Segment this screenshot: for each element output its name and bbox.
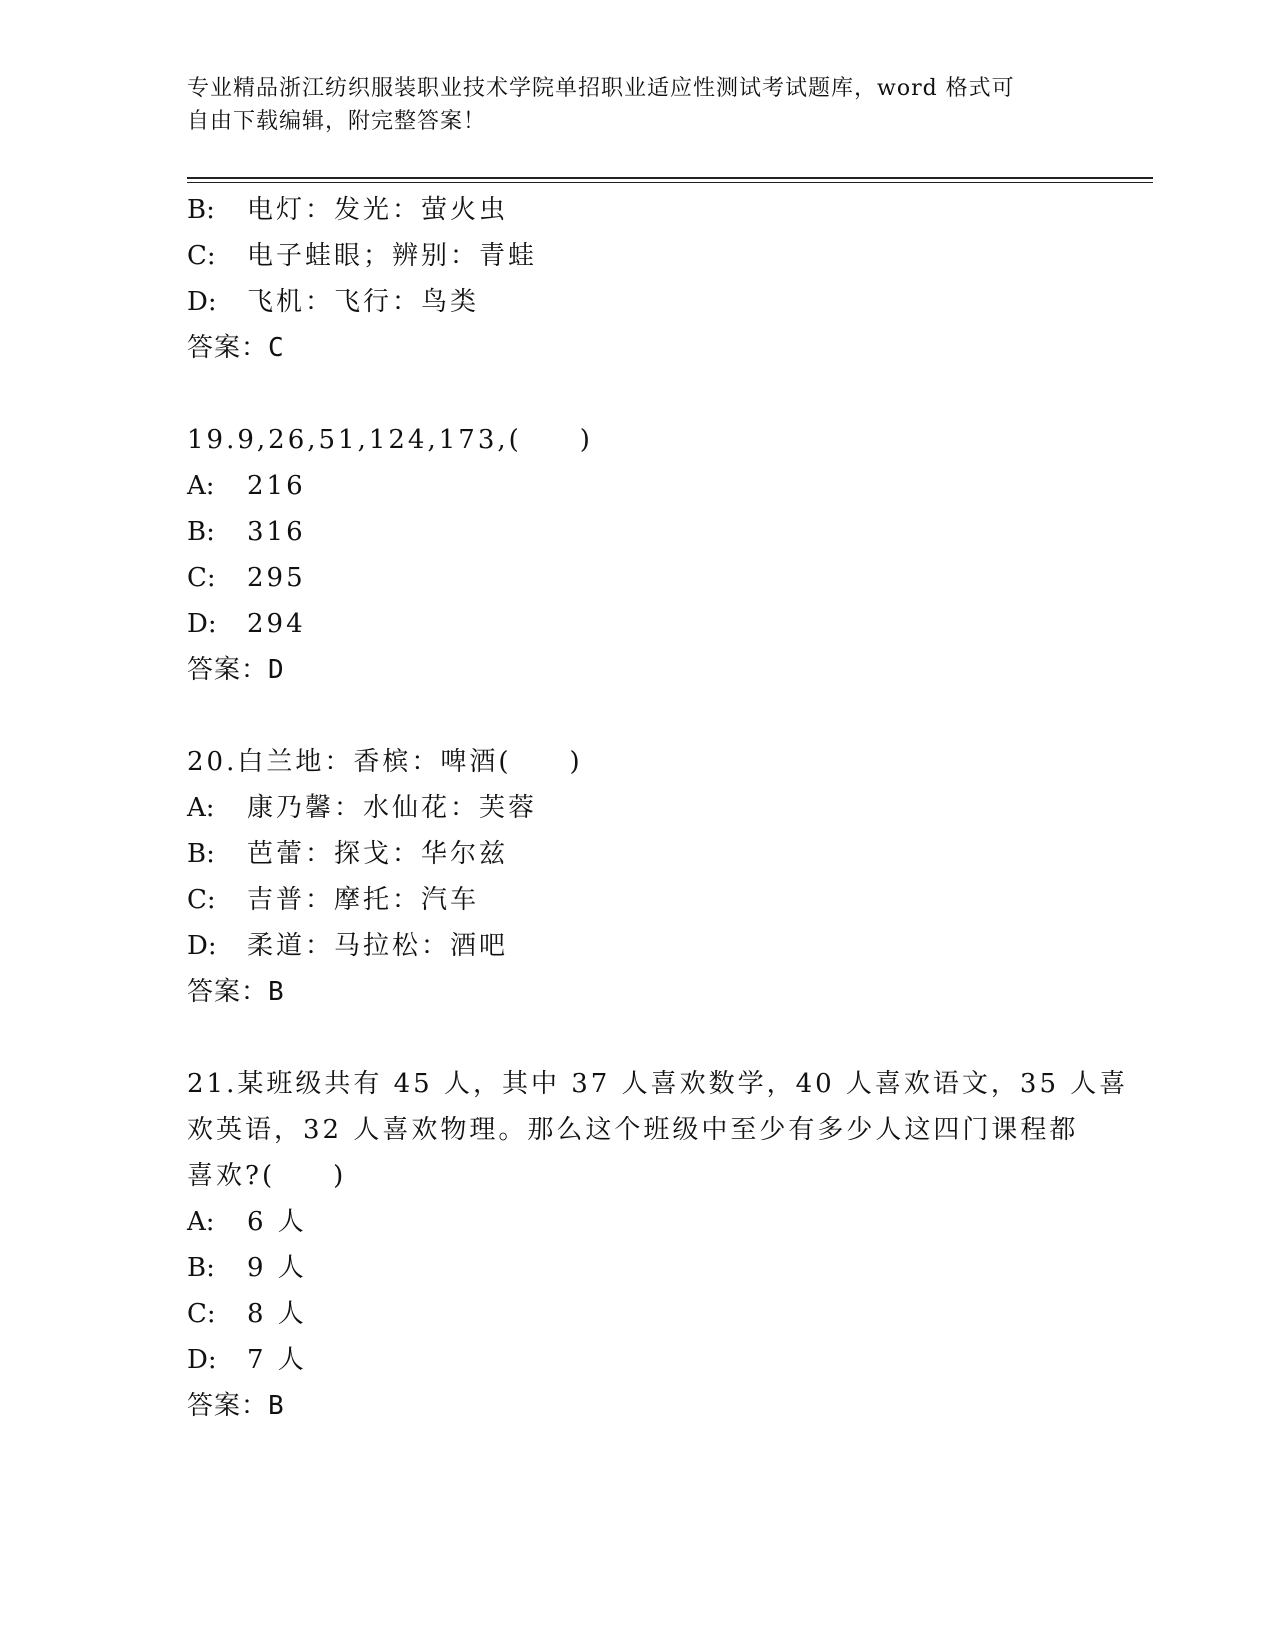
answer-line: 答案：C	[187, 333, 285, 363]
header-line-1: 专业精品浙江纺织服装职业技术学院单招职业适应性测试考试题库，word 格式可	[187, 76, 1015, 101]
option-b: B: 9 人	[187, 1253, 307, 1283]
question-stem-line-3: 喜欢?( )	[187, 1161, 347, 1191]
spacer	[187, 371, 1087, 417]
question-stem: 19.9,26,51,124,173,( )	[187, 425, 593, 455]
option-b: B: 电灯：发光：萤火虫	[187, 195, 509, 225]
document-header	[187, 72, 1067, 138]
question-stem-line-1: 21.某班级共有 45 人，其中 37 人喜欢数学，40 人喜欢语文，35 人喜	[187, 1069, 1129, 1099]
option-b: B: 芭蕾：探戈：华尔兹	[187, 839, 509, 869]
option-d: D: 柔道：马拉松：酒吧	[187, 931, 509, 961]
spacer	[187, 693, 1087, 739]
question-18-continued	[187, 187, 1087, 371]
question-20	[187, 739, 1087, 1015]
option-a: A: 6 人	[187, 1207, 307, 1237]
answer-line: 答案：B	[187, 1391, 285, 1421]
header-rule-thin	[187, 182, 1153, 183]
option-d: D: 7 人	[187, 1345, 307, 1375]
header-line-2: 自由下载编辑，附完整答案！	[187, 109, 487, 134]
option-c: C: 295	[187, 563, 306, 593]
option-c: C: 电子蛙眼；辨别：青蛙	[187, 241, 538, 271]
answer-line: 答案：B	[187, 977, 285, 1007]
question-stem-line-2: 欢英语，32 人喜欢物理。那么这个班级中至少有多少人这四门课程都	[187, 1115, 1079, 1145]
option-a: A: 216	[187, 471, 306, 501]
question-21	[187, 1061, 1129, 1429]
question-stem: 20.白兰地：香槟：啤酒( )	[187, 747, 583, 777]
question-content	[187, 187, 1129, 1429]
answer-line: 答案：D	[187, 655, 285, 685]
option-c: C: 吉普：摩托：汽车	[187, 885, 480, 915]
option-d: D: 飞机：飞行：鸟类	[187, 287, 480, 317]
option-d: D: 294	[187, 609, 306, 639]
option-a: A: 康乃馨：水仙花：芙蓉	[187, 793, 538, 823]
option-c: C: 8 人	[187, 1299, 307, 1329]
header-rule-thick	[187, 177, 1153, 179]
spacer	[187, 1015, 1087, 1061]
option-b: B: 316	[187, 517, 306, 547]
question-19	[187, 417, 1087, 693]
